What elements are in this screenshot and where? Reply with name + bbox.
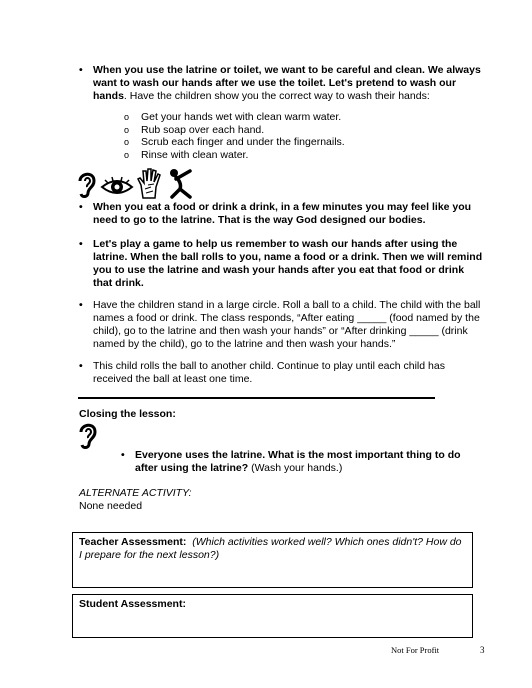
- stretching-figure-icon: [166, 167, 196, 199]
- bullet-mark: •: [79, 360, 83, 372]
- step-text: Scrub each finger and under the fingernails.: [141, 136, 345, 148]
- eye-icon: [100, 175, 134, 199]
- closing-question-text: Everyone uses the latrine. What is the most important thing to do after using the latrine?: [135, 449, 461, 474]
- list-item: [124, 111, 345, 124]
- bullet-mark: •: [79, 201, 83, 213]
- list-item: [124, 136, 345, 149]
- closing-title: Closing the lesson:: [79, 408, 176, 420]
- sense-icons: [76, 167, 196, 199]
- bullet-mark: •: [121, 449, 125, 461]
- closing-question: [121, 449, 471, 475]
- teacher-assessment-box[interactable]: [72, 532, 473, 588]
- step-mark: o: [124, 124, 130, 135]
- bullet-text: [93, 238, 484, 290]
- bullet-text: [135, 449, 471, 475]
- bullet-normal-text: . Have the children show you the correct way to wash their hands:: [123, 90, 430, 102]
- step-text: Rub soap over each hand.: [141, 123, 265, 136]
- bullet-text: This child rolls the ball to another child. Continue to play until each child has received the ball at least one time.: [93, 360, 445, 385]
- bullet-mark: •: [79, 238, 83, 250]
- footer-text: Not For Profit: [391, 645, 440, 655]
- bullet-item: [79, 64, 484, 103]
- step-mark: o: [124, 112, 130, 122]
- list-item: [124, 149, 345, 162]
- bullet-bold-text: When you eat a food or drink a drink, in a few minutes you may feel like you need to go to the latrine. That is the way God designed our bodies.: [93, 201, 472, 226]
- ear-icon: [77, 420, 99, 453]
- alternate-activity-title: ALTERNATE ACTIVITY:: [79, 487, 192, 499]
- bullet-item: [79, 238, 484, 290]
- list-item: [124, 124, 345, 137]
- closing-answer-text: (Wash your hands.): [248, 462, 343, 474]
- bullet-item: [79, 201, 484, 227]
- student-assessment-box[interactable]: [72, 594, 473, 638]
- student-assessment-label: Student Assessment:: [79, 598, 186, 610]
- bullet-text: [93, 201, 484, 227]
- bullet-bold-text: Let's play a game to help us remember to wash our hands after using the latrine. When the ball rolls to you, name a food or a drink. Then we will remind you to use the latrine and wash your hands after you eat that food or drink that drink.: [93, 238, 483, 289]
- step-text: Get your hands wet with clean warm water.: [141, 111, 342, 123]
- bullet-item: [79, 299, 484, 351]
- bullet-item: [79, 360, 484, 386]
- bullet-text: [93, 64, 484, 103]
- step-mark: o: [124, 149, 130, 160]
- step-mark: o: [124, 137, 130, 147]
- ear-icon: [76, 169, 98, 199]
- alternate-activity-body: None needed: [79, 500, 143, 512]
- teacher-assessment-label: Teacher Assessment:: [79, 536, 187, 548]
- teacher-assessment-prompt: (Which activities worked well? Which ones didn't? How do I prepare for the next lesson?): [79, 536, 462, 561]
- hand-icon: [136, 167, 164, 199]
- page-number: 3: [480, 645, 485, 655]
- step-text: Rinse with clean water.: [141, 148, 249, 161]
- section-divider: [78, 397, 435, 399]
- bullet-mark: •: [79, 64, 83, 76]
- bullet-text: Have the children stand in a large circle. Roll a ball to a child. The child with the ball names a food or drink. The class responds, “After eating _____ (food named by the child), go to the latrine and then wash your hands” or “After drinking _____ (drink named by the child), go to the latrine and then wash your hands.”: [93, 299, 481, 350]
- bullet-mark: •: [79, 299, 83, 311]
- bullet-bold-text: When you use the latrine or toilet, we want to be careful and clean. We always want to wash our hands after we use the toilet. Let's pretend to wash our hands: [93, 64, 481, 102]
- handwashing-steps: [124, 111, 345, 161]
